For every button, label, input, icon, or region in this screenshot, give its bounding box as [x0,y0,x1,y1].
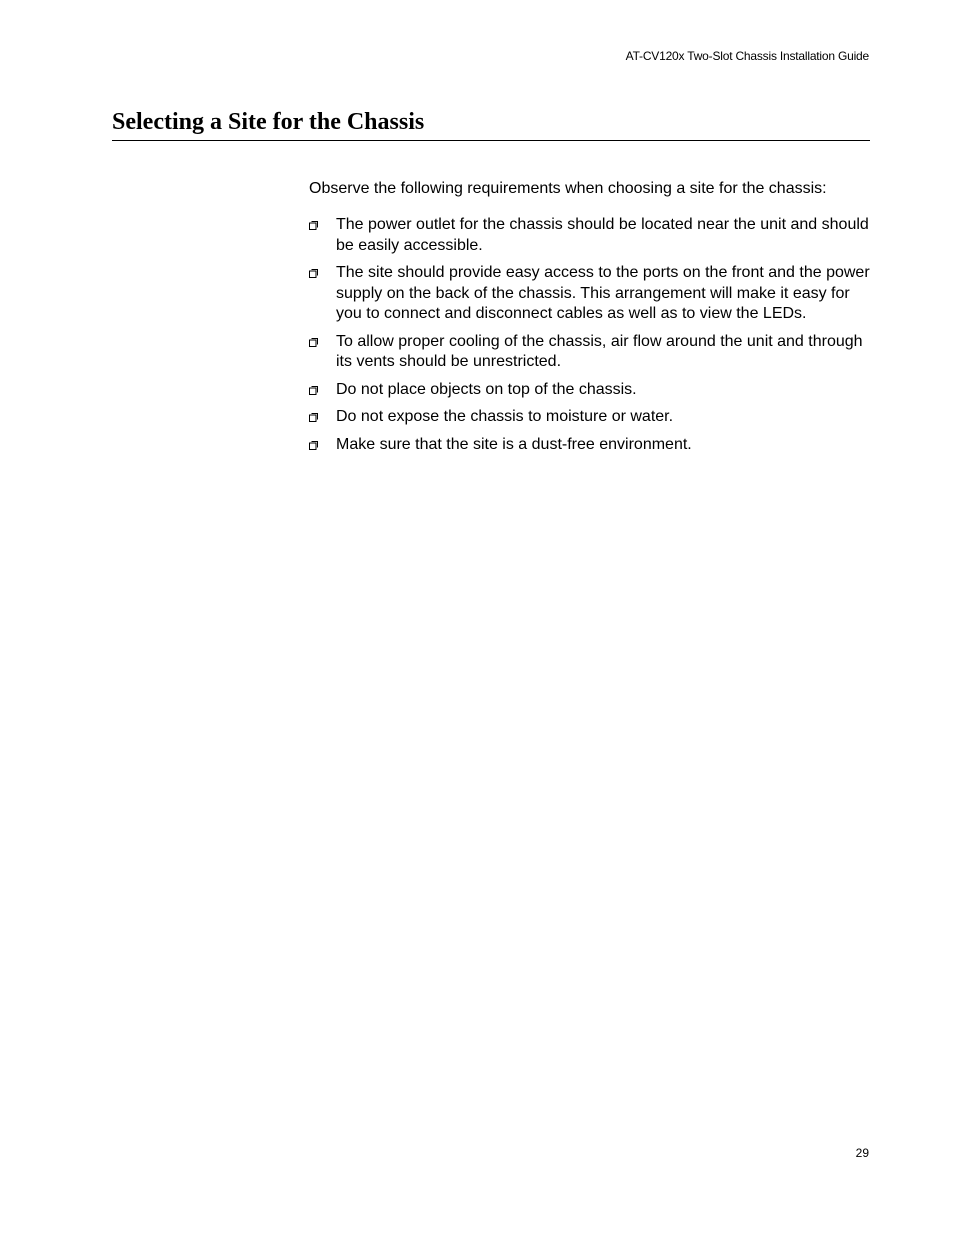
open-box-bullet-icon [309,413,318,422]
open-box-bullet-icon [309,269,318,278]
open-box-bullet-icon [309,441,318,450]
open-box-bullet-icon [309,221,318,230]
list-item [309,215,879,256]
list-item-text: The power outlet for the chassis should be located near the unit and should be easily accessible. [336,216,869,254]
section-title: Selecting a Site for the Chassis [112,109,425,135]
running-header: AT-CV120x Two-Slot Chassis Installation Guide [625,49,869,63]
title-rule [112,140,870,141]
list-item [309,332,879,373]
list-item [309,407,879,428]
page-number: 29 [855,1146,869,1160]
open-box-bullet-icon [309,338,318,347]
list-item-text: Do not place objects on top of the chassis. [336,380,637,398]
list-item-text: Do not expose the chassis to moisture or water. [336,408,674,425]
list-item-text: The site should provide easy access to the ports on the front and the power supply on the back of the chassis. This arrangement will make it easy for you to connect and disconnect cables as well as to view the LEDs. [336,264,870,322]
open-box-bullet-icon [309,386,318,395]
requirements-list [309,215,879,462]
list-item [309,435,879,456]
list-item [309,380,879,401]
list-item-text: To allow proper cooling of the chassis, air flow around the unit and through its vents should be unrestricted. [336,332,863,370]
list-item-text: Make sure that the site is a dust-free environment. [336,435,692,453]
intro-paragraph: Observe the following requirements when choosing a site for the chassis: [309,180,827,197]
list-item [309,263,879,325]
